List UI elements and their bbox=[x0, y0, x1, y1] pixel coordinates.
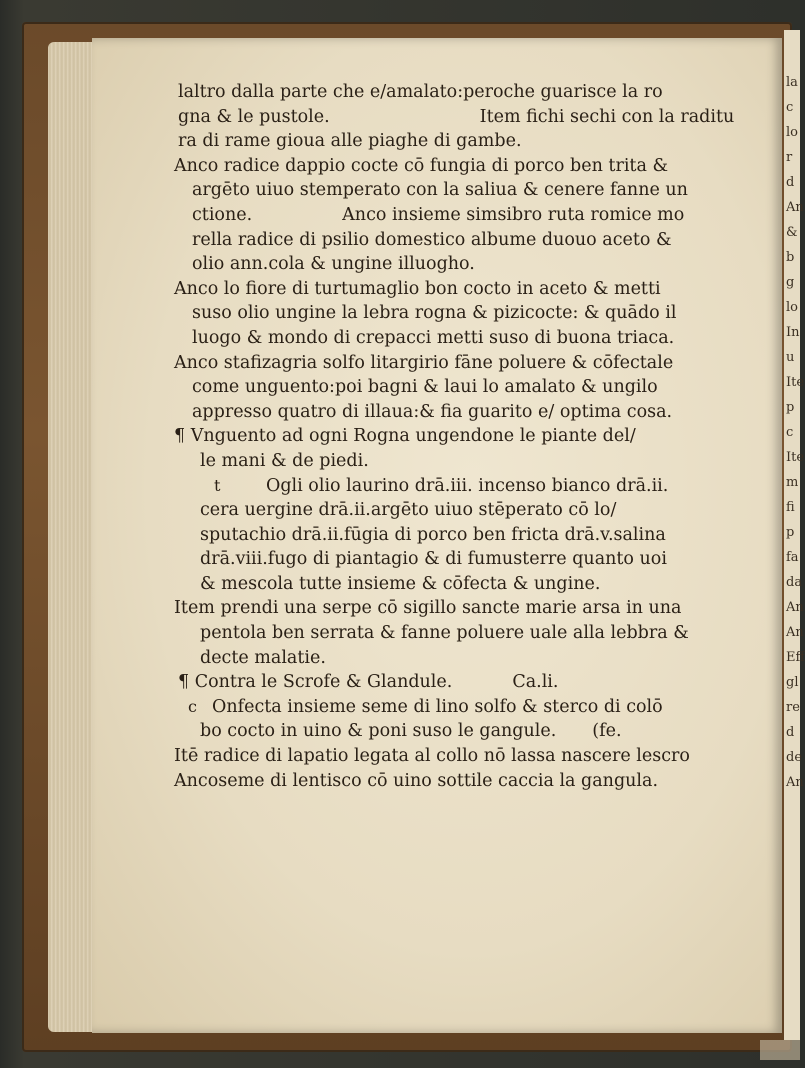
facing-line: m bbox=[786, 475, 799, 490]
text-line: Anco radice dappio cocte cō fungia di porco ben trita & bbox=[174, 155, 669, 176]
text-line: rella radice di psilio domestico albume duouo aceto & bbox=[192, 229, 672, 250]
facing-line: g bbox=[786, 275, 795, 290]
text-line bbox=[178, 719, 718, 744]
text-segment: Item fichi sechi con la raditu bbox=[479, 106, 735, 127]
facing-line: re bbox=[786, 700, 800, 715]
facing-line: da bbox=[786, 575, 803, 590]
facing-line: Eff bbox=[786, 650, 805, 665]
facing-line: la bbox=[786, 75, 798, 90]
text-line: decte malatie. bbox=[200, 647, 326, 668]
facing-line: lo bbox=[786, 300, 798, 315]
text-line: Ancoseme di lentisco cō uino sottile caccia la gangula. bbox=[174, 770, 659, 791]
text-line: come unguento:poi bagni & laui lo amalato & ungilo bbox=[192, 377, 658, 398]
text-segment: gna & le pustole. bbox=[178, 106, 330, 127]
text-line: Anco lo fiore di turtumaglio bon cocto in aceto & metti bbox=[174, 278, 661, 299]
section-heading: Contra le Scrofe & Glandule. bbox=[194, 672, 453, 693]
facing-line: d bbox=[786, 725, 795, 740]
facing-page-strip bbox=[784, 30, 805, 1040]
text-line: appresso quatro di illaua:& fia guarito e/ optima cosa. bbox=[192, 401, 673, 422]
text-line: le mani & de piedi. bbox=[200, 450, 369, 471]
text-line: cera uergine drā.ii.argēto uiuo stēperato cō lo/ bbox=[200, 500, 617, 521]
text-line: drā.viii.fugo di piantagio & di fumusterre quanto uoi bbox=[200, 549, 667, 570]
corner-stamp bbox=[760, 1040, 800, 1060]
text-segment: bo cocto in uino & poni suso le gangule. bbox=[200, 721, 557, 742]
text-segment: Anco insieme simsibro ruta romice mo bbox=[342, 204, 685, 225]
text-line: sputachio drā.ii.fūgia di porco ben fricta drā.v.salina bbox=[200, 524, 666, 545]
text-line bbox=[174, 424, 718, 449]
text-line: Anco stafizagria solfo litargirio fāne poluere & cōfectale bbox=[174, 352, 674, 373]
text-segment: Ogli olio laurino drā.iii. incenso bianco drā.ii. bbox=[266, 475, 669, 496]
margin-letter-t: t bbox=[214, 475, 221, 495]
facing-line: p bbox=[786, 525, 795, 540]
text-line: suso olio ungine la lebra rogna & pizicocte: & quādo il bbox=[192, 303, 677, 324]
chapter-number: Ca.li. bbox=[512, 672, 559, 693]
pilcrow-icon: ¶ bbox=[174, 426, 186, 447]
facing-line: & bbox=[786, 225, 798, 240]
facing-line: An bbox=[786, 600, 804, 615]
text-line: olio ann.cola & ungine illuogho. bbox=[192, 254, 475, 275]
facing-line: p bbox=[786, 400, 795, 415]
facing-line: gl bbox=[786, 675, 799, 690]
text-line bbox=[214, 474, 718, 499]
text-segment: ctione. bbox=[192, 204, 253, 225]
text-line: argēto uiuo stemperato con la saliua & cenere fanne un bbox=[192, 180, 688, 201]
text-line: laltro dalla parte che e/amalato:peroche guarisce la ro bbox=[178, 82, 663, 102]
pilcrow-icon: ¶ bbox=[178, 672, 190, 693]
facing-line: An bbox=[786, 625, 804, 640]
facing-line: u bbox=[786, 350, 795, 365]
facing-line: lo bbox=[786, 125, 798, 140]
facing-line: fi bbox=[786, 500, 795, 515]
facing-line: An bbox=[786, 200, 804, 215]
text-segment: Vnguento ad ogni Rogna ungendone le piante del/ bbox=[190, 426, 636, 447]
text-line bbox=[178, 670, 718, 695]
text-line: Itē radice di lapatio legata al collo nō lassa nascere lescro bbox=[174, 746, 690, 767]
facing-line: c bbox=[786, 100, 794, 115]
facing-line: fa bbox=[786, 550, 799, 565]
facing-line: b bbox=[786, 250, 795, 265]
text-line bbox=[178, 105, 735, 130]
facing-line: Ite bbox=[786, 375, 805, 390]
facing-line: de bbox=[786, 750, 803, 765]
margin-letter-c: c bbox=[188, 696, 197, 716]
text-line: & mescola tutte insieme & cōfecta & ungine. bbox=[200, 573, 601, 594]
text-line: pentola ben serrata & fanne poluere uale alla lebbra & bbox=[200, 623, 689, 644]
text-segment: (fe. bbox=[592, 721, 622, 742]
text-line bbox=[178, 203, 718, 228]
facing-line: r bbox=[786, 150, 793, 165]
text-segment: Onfecta insieme seme di lino solfo & sterco di colō bbox=[212, 696, 663, 717]
text-line bbox=[188, 695, 718, 720]
facing-line: c bbox=[786, 425, 794, 440]
text-line: luogo & mondo di crepacci metti suso di buona triaca. bbox=[192, 327, 675, 348]
text-line: Item prendi una serpe cō sigillo sancte marie arsa in una bbox=[174, 598, 682, 619]
facing-line: Ite bbox=[786, 450, 805, 465]
facing-line: In bbox=[786, 325, 800, 340]
facing-line: An bbox=[786, 775, 804, 790]
text-line: ra di rame gioua alle piaghe di gambe. bbox=[178, 131, 522, 152]
facing-line: d bbox=[786, 175, 795, 190]
page-text bbox=[174, 80, 735, 793]
